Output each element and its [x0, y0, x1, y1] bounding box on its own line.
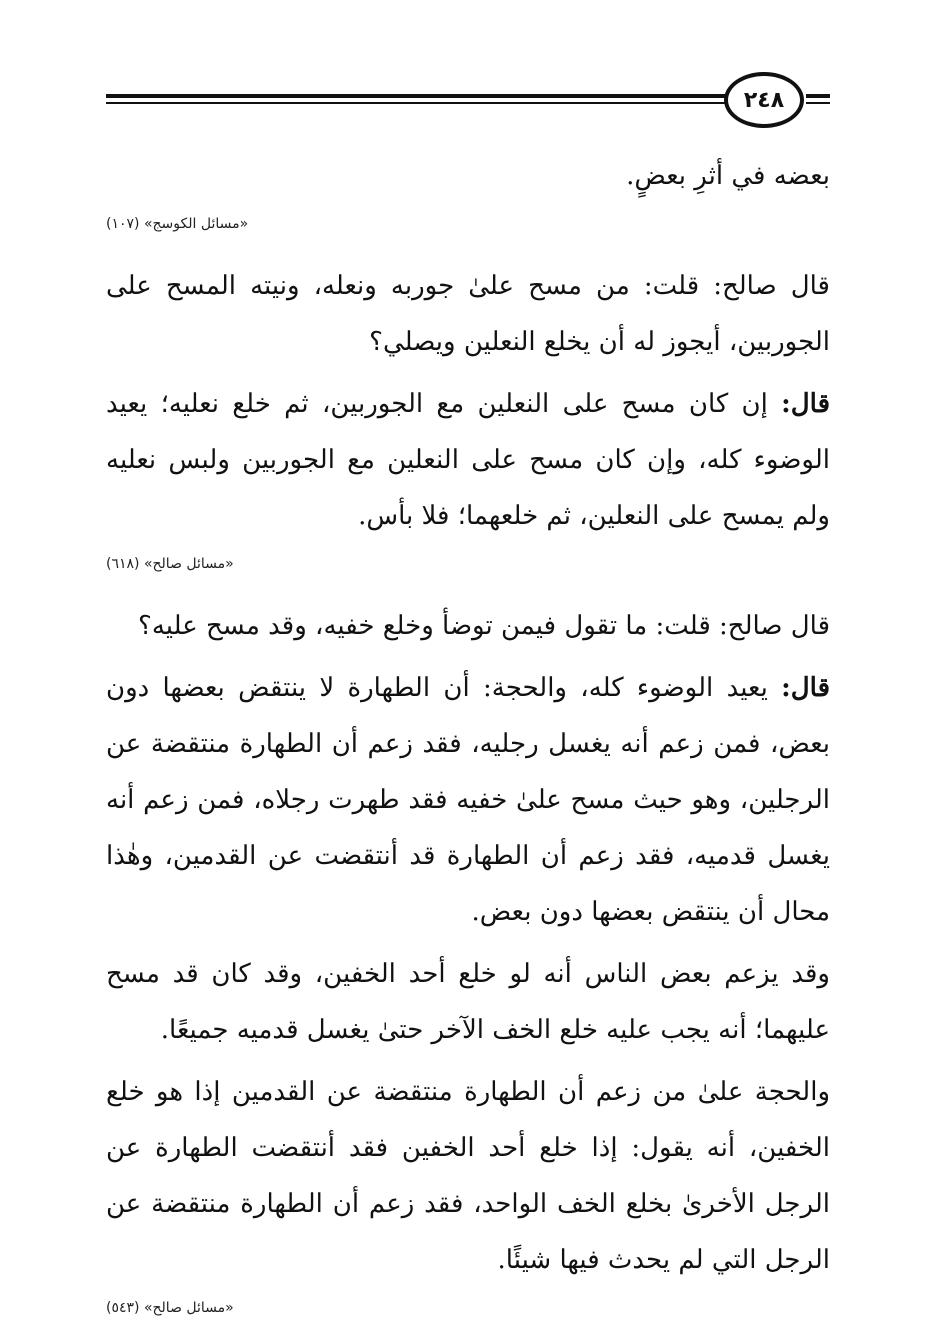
paragraph-5: [106, 660, 830, 940]
source-citation-2: «مسائل صالح» (٦١٨): [106, 556, 234, 572]
paragraph-6: وقد يزعم بعض الناس أنه لو خلع أحد الخفين، وقد كان قد مسح عليهما؛ أنه يجب عليه خلع الخف الآخر حتىٰ يغسل قدميه جميعًا.: [106, 959, 830, 1045]
header-rule-right-thin: [806, 102, 830, 104]
paragraph-3: [106, 376, 830, 544]
source-citation-1: «مسائل الكوسج» (١٠٧): [106, 216, 249, 232]
page-header: [106, 72, 830, 132]
header-rule-thin: [106, 102, 746, 104]
paragraph-3-lead: قال:: [781, 389, 830, 419]
paragraph-4: قال صالح: قلت: ما تقول فيمن توضأ وخلع خفيه، وقد مسح عليه؟: [138, 611, 830, 641]
paragraph-7: والحجة علىٰ من زعم أن الطهارة منتقضة عن القدمين إذا هو خلع الخفين، أنه يقول: إذا خلع أحد الخفين فقد أنتقضت الطهارة عن الرجل الأخرىٰ بخلع الخف الواحد، فقد زعم أن الطهارة منتقضة عن الرجل التي لم يحدث فيها شيئًا.: [106, 1077, 830, 1275]
paragraph-5-body: يعيد الوضوء كله، والحجة: أن الطهارة لا ينتقض بعضها دون بعض، فمن زعم أنه يغسل رجليه، فقد زعم أن الطهارة منتقضة عن الرجلين، وهو حيث مسح علىٰ خفيه فقد طهرت رجلاه، فمن زعم أنه يغسل قدميه، فقد زعم أن الطهارة قد أنتقضت عن القدمين، وهٰذا محال أن ينتقض بعضها دون بعض.: [106, 673, 830, 927]
paragraph-3-body: إن كان مسح على النعلين مع الجوربين، ثم خلع نعليه؛ يعيد الوضوء كله، وإن كان مسح على النعلين مع الجوربين ولبس نعليه ولم يمسح على النعلين، ثم خلعهما؛ فلا بأس.: [106, 389, 830, 531]
source-citation-3: «مسائل صالح» (٥٤٣): [106, 1300, 234, 1316]
paragraph-1: بعضه في أثرِ بعضٍ.: [626, 161, 830, 191]
header-rule-right-thick: [806, 94, 830, 98]
header-rule-thick: [106, 94, 746, 98]
page-number: ٢٤٨: [724, 72, 804, 128]
page-body: [106, 148, 830, 1342]
paragraph-5-lead: قال:: [781, 673, 830, 703]
paragraph-2: قال صالح: قلت: من مسح علىٰ جوربه ونعله، ونيته المسح على الجوربين، أيجوز له أن يخلع النعلين ويصلي؟: [106, 271, 830, 357]
